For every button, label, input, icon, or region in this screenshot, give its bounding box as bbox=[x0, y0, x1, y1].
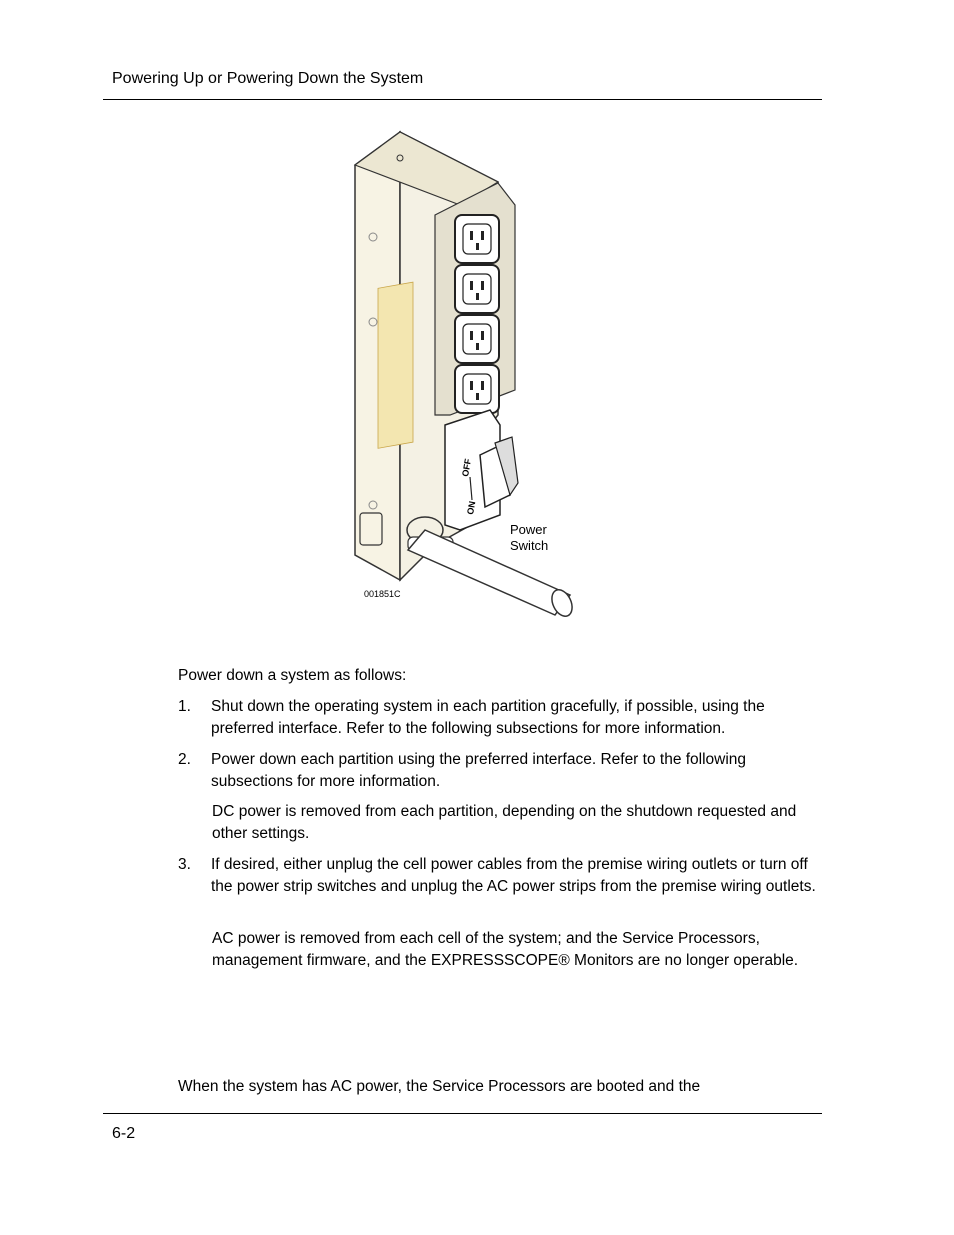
step-1 bbox=[178, 696, 823, 740]
step-number: 2. bbox=[178, 751, 191, 768]
step-text: If desired, either unplug the cell power cables from the premise wiring outlets or turn off the power strip switches and unplug the AC power strips from the premise wiring outlets. bbox=[211, 856, 816, 895]
outlet-1 bbox=[455, 215, 499, 263]
step-2 bbox=[178, 749, 823, 793]
page-number: 6-2 bbox=[112, 1125, 136, 1142]
step-number: 1. bbox=[178, 698, 191, 715]
step-text: Power down each partition using the preferred interface. Refer to the following subsections for more information. bbox=[211, 751, 747, 790]
switch-on-label: ON bbox=[465, 500, 478, 516]
callout-switch: Switch bbox=[510, 538, 549, 553]
switch-off-label: OFF bbox=[460, 457, 474, 478]
step-2-note: DC power is removed from each partition, depending on the shutdown requested and other settings. bbox=[212, 803, 797, 842]
outlet-4 bbox=[455, 365, 499, 413]
outlet-3 bbox=[455, 315, 499, 363]
step-number: 3. bbox=[178, 856, 191, 873]
callout-power: Power bbox=[510, 522, 547, 537]
running-header: Powering Up or Powering Down the System bbox=[112, 70, 424, 87]
figure-id: 001851C bbox=[364, 589, 401, 599]
intro-text: Power down a system as follows: bbox=[178, 667, 407, 684]
trailing-paragraph: When the system has AC power, the Service Processors are booted and the bbox=[178, 1078, 701, 1095]
outlet-2 bbox=[455, 265, 499, 313]
power-strip-figure bbox=[340, 125, 580, 620]
footer-rule bbox=[103, 1113, 822, 1114]
header-rule bbox=[103, 99, 822, 100]
step-3-note: AC power is removed from each cell of the system; and the Service Processors, management firmware, and the EXPRESSSCOPE® Monitors are no longer operable. bbox=[212, 930, 799, 969]
step-3 bbox=[178, 854, 823, 898]
step-text: Shut down the operating system in each partition gracefully, if possible, using the preferred interface. Refer to the following subsections for more information. bbox=[211, 698, 765, 737]
